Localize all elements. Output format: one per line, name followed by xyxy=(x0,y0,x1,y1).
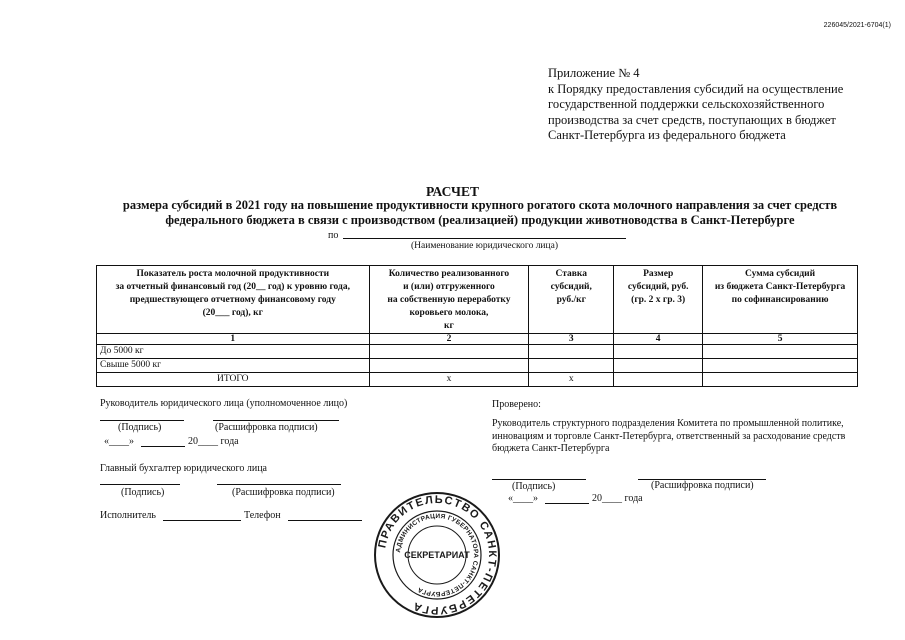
row-label: ИТОГО xyxy=(97,373,370,387)
table-cell[interactable] xyxy=(614,359,703,373)
table-row xyxy=(97,359,858,373)
header-line: субсидий, xyxy=(550,282,592,292)
checked-label: Проверено: xyxy=(492,399,541,410)
date-year: 20____ года xyxy=(592,493,643,504)
org-name-field[interactable] xyxy=(343,238,626,239)
table-cell[interactable] xyxy=(614,345,703,359)
secretariat-stamp xyxy=(372,490,502,620)
column-number: 1 xyxy=(97,334,370,345)
appendix-line: государственной поддержки сельскохозяйственного xyxy=(548,97,825,111)
phone-label: Телефон xyxy=(244,510,281,521)
table-row-total xyxy=(97,373,858,387)
header-line: (гр. 2 х гр. 3) xyxy=(631,295,686,305)
stamp-outer-text: ПРАВИТЕЛЬСТВО САНКТ-ПЕТЕРБУРГА xyxy=(376,493,499,617)
header-line: за отчетный финансовый год (20__ год) к уровню года, xyxy=(115,282,350,292)
header-line: на собственную переработку xyxy=(387,295,511,305)
decode-caption: (Расшифровка подписи) xyxy=(651,480,754,491)
manager-line: бюджета Санкт-Петербурга xyxy=(492,443,610,454)
header-line: по софинансированию xyxy=(731,295,829,305)
manager-title xyxy=(492,418,845,456)
head-title: Руководитель юридического лица (уполномоченное лицо) xyxy=(100,398,348,409)
header-line: предшествующего отчетному финансовому году xyxy=(129,295,336,305)
phone-field[interactable] xyxy=(288,520,362,521)
table-cell[interactable] xyxy=(369,359,529,373)
appendix-line: производства за счет средств, поступающих в бюджет xyxy=(548,112,836,127)
column-number: 5 xyxy=(703,334,858,345)
accountant-title: Главный бухгалтер юридического лица xyxy=(100,463,267,474)
subtitle-line: федерального бюджета в связи с производством (реализацией) продукции животноводства в Санкт-Петербурге xyxy=(165,213,795,227)
decode-field[interactable] xyxy=(213,420,339,421)
header-line: из бюджета Санкт-Петербурга xyxy=(714,282,846,292)
subsidy-table xyxy=(96,265,858,387)
sign-caption: (Подпись) xyxy=(121,487,165,498)
date-month-field[interactable] xyxy=(545,503,589,504)
header-col-2 xyxy=(369,266,529,334)
table-cell: х xyxy=(529,373,614,387)
table-cell[interactable] xyxy=(703,373,858,387)
header-line: коровьего молока, xyxy=(409,308,489,318)
appendix-line: Санкт-Петербурга из федерального бюджета xyxy=(548,128,786,142)
header-line: Количество реализованного xyxy=(388,269,510,279)
executor-label: Исполнитель xyxy=(100,510,156,521)
sign-caption: (Подпись) xyxy=(118,422,162,433)
header-line: Показатель роста молочной продуктивности xyxy=(136,269,330,279)
date-day: «____» xyxy=(104,436,134,447)
header-line: руб./кг xyxy=(556,295,586,305)
stamp-center-text: СЕКРЕТАРИАТ xyxy=(404,550,470,560)
table-cell[interactable] xyxy=(529,345,614,359)
header-line: (20___ год), кг xyxy=(202,308,263,318)
org-name-caption: (Наименование юридического лица) xyxy=(411,241,558,251)
header-line: и (или) отгруженного xyxy=(403,282,495,292)
column-number: 2 xyxy=(369,334,529,345)
header-col-4 xyxy=(614,266,703,334)
row-label: Свыше 5000 кг xyxy=(97,359,370,373)
header-col-1 xyxy=(97,266,370,334)
header-line: Ставка xyxy=(555,269,588,279)
table-row xyxy=(97,345,858,359)
po-label: по xyxy=(328,230,339,241)
table-cell[interactable] xyxy=(614,373,703,387)
decode-caption: (Расшифровка подписи) xyxy=(232,487,335,498)
header-line: субсидий, руб. xyxy=(627,282,689,292)
column-number: 3 xyxy=(529,334,614,345)
stamp-inner-text: АДМИНИСТРАЦИЯ ГУБЕРНАТОРА САНКТ-ПЕТЕРБУРГА xyxy=(395,512,480,598)
header-col-5 xyxy=(703,266,858,334)
date-month-field[interactable] xyxy=(141,446,185,447)
date-year: 20____ года xyxy=(188,436,239,447)
manager-line: инновациям и торговле Санкт-Петербурга, ответственный за расходование средств xyxy=(492,430,846,442)
document-subtitle xyxy=(80,198,880,228)
decode-caption: (Расшифровка подписи) xyxy=(215,422,318,433)
header-line: кг xyxy=(444,321,454,331)
sign-field[interactable] xyxy=(492,479,586,480)
column-number: 4 xyxy=(614,334,703,345)
header-col-3 xyxy=(529,266,614,334)
table-cell[interactable] xyxy=(703,359,858,373)
appendix-line: Приложение № 4 xyxy=(548,66,640,80)
row-label: До 5000 кг xyxy=(97,345,370,359)
manager-line: Руководитель структурного подразделения Комитета по промышленной политике, xyxy=(492,418,844,429)
header-line: Сумма субсидий xyxy=(744,269,816,279)
document-title: РАСЧЕТ xyxy=(426,184,479,199)
header-line: Размер xyxy=(643,269,674,279)
table-cell[interactable] xyxy=(703,345,858,359)
sign-field[interactable] xyxy=(100,420,184,421)
column-number-row xyxy=(97,334,858,345)
appendix-line: к Порядку предоставления субсидий на осуществление xyxy=(548,81,844,96)
document-id: 226045/2021-6704(1) xyxy=(823,22,891,29)
subtitle-line: размера субсидий в 2021 году на повышение продуктивности крупного рогатого скота молочного направления за счет средств xyxy=(122,198,838,212)
table-cell[interactable] xyxy=(369,345,529,359)
table-cell[interactable] xyxy=(529,359,614,373)
decode-field[interactable] xyxy=(217,484,341,485)
sign-field[interactable] xyxy=(100,484,180,485)
table-cell: х xyxy=(369,373,529,387)
sign-caption: (Подпись) xyxy=(512,481,556,492)
date-day: «____» xyxy=(508,493,538,504)
executor-field[interactable] xyxy=(163,520,241,521)
table-header-row xyxy=(97,266,858,334)
appendix-block xyxy=(548,66,843,144)
